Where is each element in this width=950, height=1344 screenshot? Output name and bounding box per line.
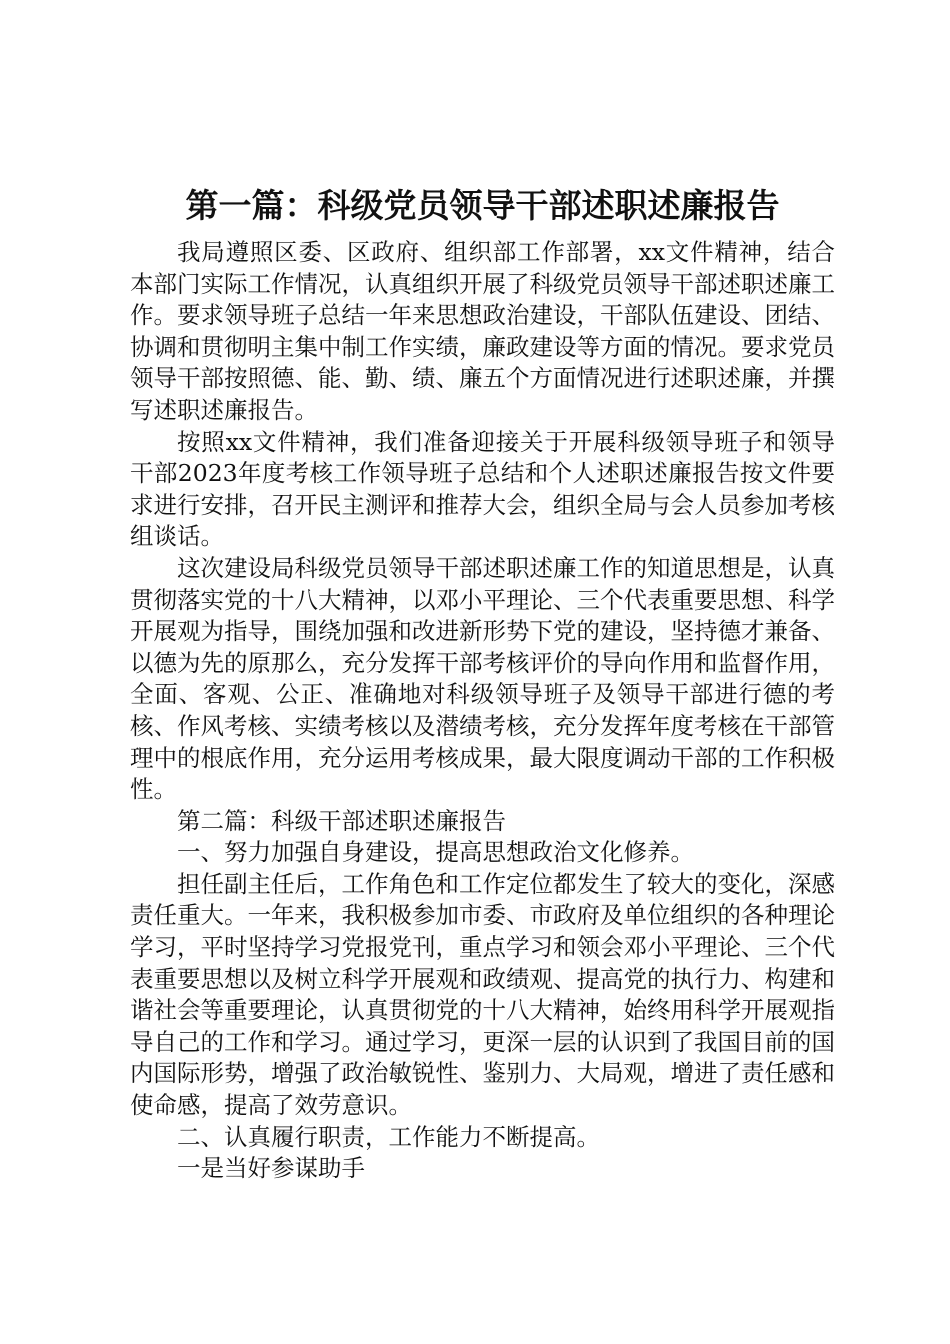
paragraph-guiding-thought: 这次建设局科级党员领导干部述职述廉工作的知道思想是，认真贯彻落实党的十八大精神，以邓小平理论、三个代表重要思想、科学开展观为指导，围绕加强和改进新形势下党的建设，坚持德才兼备、以德为先的原那么，充分发挥干部考核评价的导向作用和监督作用，全面、客观、公正、准确地对科级领导班子及领导干部进行德的考核、作风考核、实绩考核以及潜绩考核，充分发挥年度考核在干部管理中的根底作用，充分运用考核成果，最大限度调动干部的工作积极性。 (130, 553, 835, 804)
document-body (130, 237, 835, 1185)
section-heading-one: 一、努力加强自身建设，提高思想政治文化修养。 (177, 838, 694, 867)
document-page (130, 183, 835, 1185)
paragraph-arrangement: 按照xx文件精神，我们准备迎接关于开展科级领导班子和领导干部2023年度考核工作领导班子总结和个人述职述廉报告按文件要求进行安排，召开民主测评和推荐大会，组织全局与会人员参加考核组谈话。 (130, 427, 835, 551)
section-heading-part-two: 第二篇：科级干部述职述廉报告 (177, 806, 506, 835)
paragraph-advisor: 一是当好参谋助手 (177, 1154, 365, 1183)
paragraph-intro: 我局遵照区委、区政府、组织部工作部署，xx文件精神，结合本部门实际工作情况，认真组织开展了科级党员领导干部述职述廉工作。要求领导班子总结一年来思想政治建设，干部队伍建设、团结、协调和贯彻明主集中制工作实绩，廉政建设等方面的情况。要求党员领导干部按照德、能、勤、绩、廉五个方面情况进行述职述廉，并撰写述职述廉报告。 (130, 238, 835, 424)
paragraph-self-building: 担任副主任后，工作角色和工作定位都发生了较大的变化，深感责任重大。一年来，我积极参加市委、市政府及单位组织的各种理论学习，平时坚持学习党报党刊，重点学习和领会邓小平理论、三个代表重要思想以及树立科学开展观和政绩观、提高党的执行力、构建和谐社会等重要理论，认真贯彻党的十八大精神，始终用科学开展观指导自己的工作和学习。通过学习，更深一层的认识到了我国目前的国内国际形势，增强了政治敏锐性、鉴别力、大局观，增进了责任感和使命感，提高了效劳意识。 (130, 869, 835, 1120)
section-heading-two: 二、认真履行职责，工作能力不断提高。 (177, 1122, 600, 1151)
document-title: 第一篇：科级党员领导干部述职述廉报告 (185, 186, 780, 225)
